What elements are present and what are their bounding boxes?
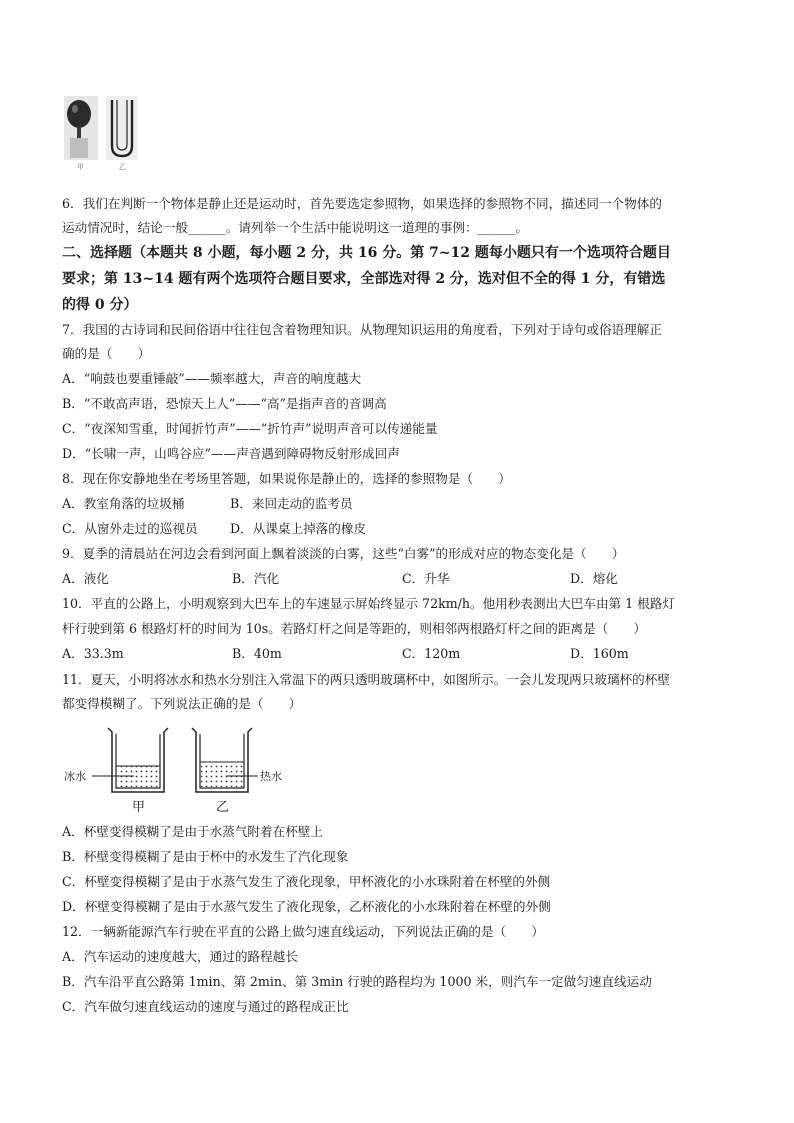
section2-heading-line2: 要求；第 13~14 题有两个选项符合题目要求，全部选对得 2 分，选对但不全的得 1 分，有错选 [62, 271, 666, 287]
beaker-jia [108, 728, 168, 792]
q8-option-c: C．从窗外走过的巡视员 [62, 521, 198, 536]
q12-option-c: C．汽车做匀速直线运动的速度与通过的路程成正比 [62, 999, 349, 1014]
q11-option-b: B．杯壁变得模糊了是由于杯中的水发生了汽化现象 [62, 849, 349, 864]
q10-option-d: D．160m [570, 646, 629, 661]
q7-stem-line2: 确的是（ ） [62, 346, 151, 361]
q10-options [62, 645, 629, 663]
q10-stem-line1: 10．平直的公路上，小明观察到大巴车上的车速显示屏始终显示 72km/h。他用秒表测出大巴车由第 1 根路灯 [62, 596, 675, 611]
q10-option-b: B．40m [232, 646, 282, 661]
q7-option-b: B．“不敢高声语，恐惊天上人”——“高”是指声音的音调高 [62, 396, 387, 411]
q9-option-d: D．熔化 [570, 571, 618, 586]
q11-option-d: D．杯壁变得模糊了是由于水蒸气发生了液化现象，乙杯液化的小水珠附着在杯壁的外侧 [62, 899, 551, 914]
q7-stem-line1: 7．我国的古诗词和民间俗语中往往包含着物理知识。从物理知识运用的角度看，下列对于诗句或俗语理解正 [62, 322, 662, 337]
q9-option-a: A．液化 [62, 571, 109, 586]
q8-option-b: B．来回走动的监考员 [230, 496, 353, 511]
q10-option-a: A．33.3m [62, 646, 124, 661]
q11-option-a: A．杯壁变得模糊了是由于水蒸气附着在杯壁上 [62, 824, 323, 839]
q8-option-a: A．教室角落的垃圾桶 [62, 496, 185, 511]
q11-label-yi: 乙 [216, 800, 230, 815]
q11-stem-line1: 11．夏天，小明将冰水和热水分别注入常温下的两只透明玻璃杯中，如图所示。一会儿发现两只玻璃杯的杯壁 [62, 672, 670, 687]
q11-label-ice-water: 冰水 [64, 770, 86, 783]
q7-option-a: A．“响鼓也要重锤敲”——频率越大，声音的响度越大 [62, 371, 362, 386]
q8-option-d: D．从课桌上掉落的橡皮 [230, 521, 367, 536]
q9-option-c: C．升华 [402, 571, 450, 586]
q7-option-c: C．“夜深知雪重，时闻折竹声”——“折竹声”说明声音可以传递能量 [62, 421, 438, 436]
q10-option-c: C．120m [402, 646, 461, 661]
q11-beaker-figure [64, 724, 284, 816]
q11-stem-line2: 都变得模糊了。下列说法正确的是（ ） [62, 696, 302, 711]
q9-stem: 9．夏季的清晨站在河边会看到河面上飘着淡淡的白雾，这些“白雾”的形成对应的物态变化是（ ） [62, 546, 625, 561]
q9-option-b: B．汽化 [232, 571, 280, 586]
q11-label-jia: 甲 [132, 800, 146, 815]
q7-option-d: D．“长啸一声，山鸣谷应”——声音遇到障碍物反射形成回声 [62, 446, 400, 461]
q10-stem-line2: 杆行驶到第 6 根路灯杆的时间为 10s。若路灯杆之间是等距的，则相邻两根路灯杆之间的距离是（ ） [62, 621, 647, 636]
section2-heading-line3: 的得 0 分） [62, 297, 138, 313]
q12-option-a: A．汽车运动的速度越大，通过的路程越长 [62, 949, 298, 964]
q12-stem: 12．一辆新能源汽车行驶在平直的公路上做匀速直线运动，下列说法正确的是（ ） [62, 924, 544, 939]
q11-label-hot-water: 热水 [260, 770, 282, 783]
section2-heading-line1: 二、选择题（本题共 8 小题，每小题 2 分，共 16 分。第 7~12 题每小题只有一个选项符合题目 [62, 245, 671, 261]
q8-options-row1 [62, 495, 353, 513]
q9-options [62, 570, 618, 588]
q6-line1: 6．我们在判断一个物体是静止还是运动时，首先要选定参照物，如果选择的参照物不同，描述同一个物体的 [62, 196, 662, 211]
q11-option-c: C．杯壁变得模糊了是由于水蒸气发生了液化现象，甲杯液化的小水珠附着在杯壁的外侧 [62, 874, 551, 889]
top-figure-label-yi: 乙 [119, 163, 126, 170]
beaker-yi [192, 728, 252, 792]
q8-options-row2 [62, 520, 366, 538]
q6-line2: 运动情况时，结论一般______。请列举一个生活中能说明这一道理的事例：______。 [62, 220, 528, 235]
q12-option-b: B．汽车沿平直公路第 1min、第 2min、第 3min 行驶的路程均为 1000 米，则汽车一定做匀速直线运动 [62, 974, 652, 989]
top-figure-label-jia: 甲 [77, 163, 84, 170]
top-figure [64, 96, 144, 170]
q8-stem: 8．现在你安静地坐在考场里答题，如果说你是静止的，选择的参照物是（ ） [62, 471, 511, 486]
